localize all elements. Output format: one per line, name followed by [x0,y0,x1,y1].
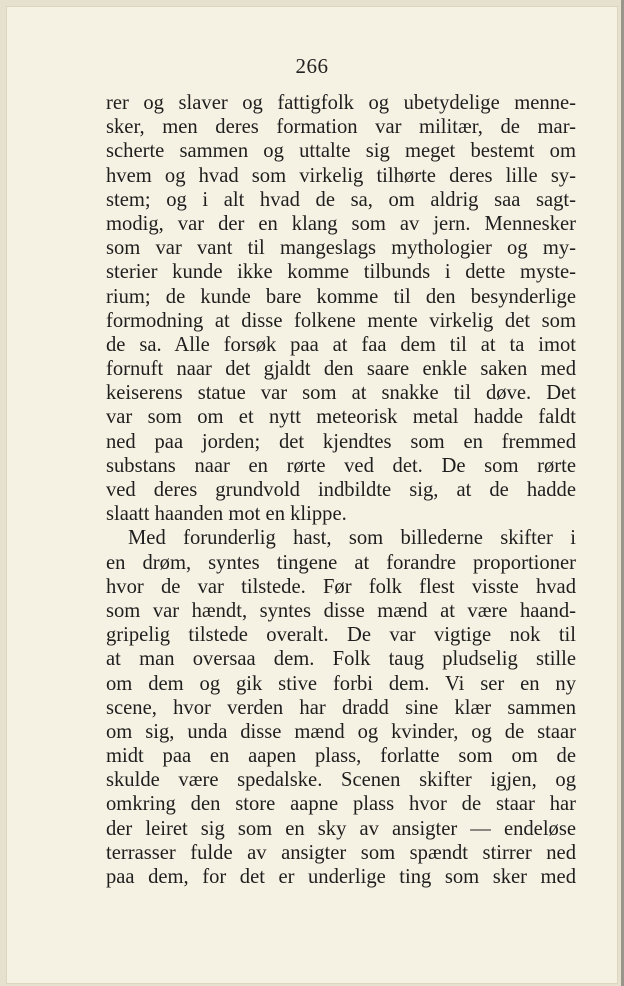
text-line: sterier kunde ikke komme tilbunds i dette myste- [106,261,576,284]
text-line: omkring den store aapne plass hvor de staar har [106,793,576,816]
page-number: 266 [295,54,329,78]
text-line: de sa. Alle forsøk paa at faa dem til at ta imot [106,333,576,356]
text-line: ved deres grundvold indbildte sig, at de hadde [106,479,576,501]
text-line: formodning at disse folkene mente virkelig det som [106,309,576,332]
paragraph-end-line: slaatt haanden mot en klippe. [106,503,347,526]
paragraph-start-line: Med forunderlig hast, som billederne skifter i [128,527,576,550]
text-line: scene, hvor verden har dradd sine klær sammen [106,696,576,719]
text-line: modig, var der en klang som av jern. Mennesker [106,212,576,235]
text-line: om dem og gik stive forbi dem. Vi ser en ny [106,672,576,695]
text-line: sker, men deres formation var militær, de mar- [106,116,576,139]
text-line: som var hændt, syntes disse mænd at være haand- [106,599,576,622]
text-line: midt paa en aapen plass, forlatte som om de [106,745,576,768]
text-line: som var vant til mangeslags mythologier og my- [106,237,576,260]
text-line: om sig, unda disse mænd og kvinder, og de staar [106,720,576,743]
text-line: paa dem, for det er underlige ting som sker med [106,866,576,888]
text-line: skulde være spedalske. Scenen skifter igjen, og [106,769,576,792]
text-line: stem; og i alt hvad de sa, om aldrig saa sagt- [106,188,576,211]
text-line: var som om et nytt meteorisk metal hadde faldt [106,406,576,429]
body-text [106,91,576,889]
text-line: der leiret sig som en sky av ansigter — endeløse [106,817,576,840]
text-line: at man oversaa dem. Folk taug pludselig stille [106,648,576,671]
text-line: rium; de kunde bare komme til den besynderlige [106,285,576,308]
text-line: hvor de var tilstede. Før folk flest visste hvad [106,575,576,598]
text-line: hvem og hvad som virkelig tilhørte deres lille sy- [106,164,576,187]
text-line: ned paa jorden; det kjendtes som en fremmed [106,430,576,453]
text-line: keiserens statue var som at snakke til døve. Det [106,382,576,405]
text-line: en drøm, syntes tingene at forandre proportioner [106,551,576,574]
text-line: scherte sammen og uttalte sig meget bestemt om [106,140,576,163]
text-line: fornuft naar det gjaldt den saare enkle saken med [106,358,576,381]
text-line: rer og slaver og fattigfolk og ubetydelige menne- [106,92,576,114]
text-line: substans naar en rørte ved det. De som rørte [106,454,576,477]
text-line: terrasser fulde av ansigter som spændt stirrer ned [106,841,576,864]
text-line: gripelig tilstede overalt. De var vigtige nok til [106,624,576,647]
